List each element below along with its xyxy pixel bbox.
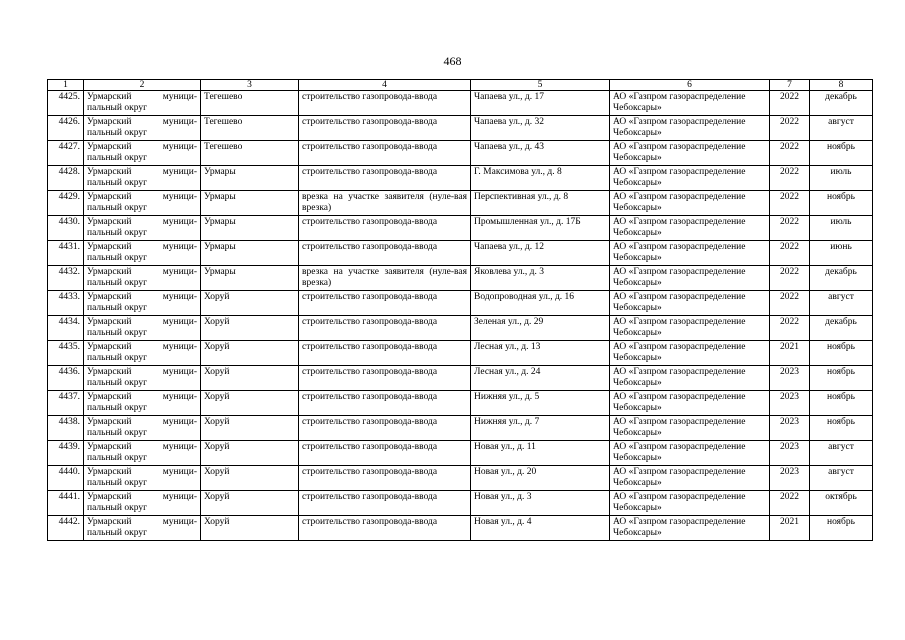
row-number-cell: 4438. bbox=[48, 416, 84, 441]
address-cell: Промышленная ул., д. 17Б bbox=[471, 216, 610, 241]
organization-cell: АО «Газпром газораспределение Чебоксары» bbox=[610, 216, 770, 241]
table-row bbox=[48, 416, 873, 441]
month-cell: ноябрь bbox=[810, 191, 873, 216]
district-cell: Урмарский муници-пальный округ bbox=[84, 466, 201, 491]
organization-cell: АО «Газпром газораспределение Чебоксары» bbox=[610, 366, 770, 391]
table-row bbox=[48, 466, 873, 491]
settlement-cell: Тегешево bbox=[201, 91, 299, 116]
work-type-cell: врезка на участке заявителя (нуле-вая врезка) bbox=[299, 191, 471, 216]
column-header-1: 1 bbox=[48, 80, 84, 91]
year-cell: 2023 bbox=[770, 416, 810, 441]
settlement-cell: Хоруй bbox=[201, 316, 299, 341]
table-row bbox=[48, 391, 873, 416]
year-cell: 2021 bbox=[770, 341, 810, 366]
work-type-cell: строительство газопровода-ввода bbox=[299, 291, 471, 316]
address-cell: Зеленая ул., д. 29 bbox=[471, 316, 610, 341]
year-cell: 2021 bbox=[770, 516, 810, 541]
district-cell: Урмарский муници-пальный округ bbox=[84, 491, 201, 516]
row-number-cell: 4430. bbox=[48, 216, 84, 241]
district-cell: Урмарский муници-пальный округ bbox=[84, 91, 201, 116]
district-cell: Урмарский муници-пальный округ bbox=[84, 216, 201, 241]
work-type-cell: строительство газопровода-ввода bbox=[299, 91, 471, 116]
organization-cell: АО «Газпром газораспределение Чебоксары» bbox=[610, 441, 770, 466]
work-type-cell: строительство газопровода-ввода bbox=[299, 516, 471, 541]
month-cell: август bbox=[810, 291, 873, 316]
settlement-cell: Урмары bbox=[201, 166, 299, 191]
settlement-cell: Урмары bbox=[201, 266, 299, 291]
month-cell: август bbox=[810, 466, 873, 491]
work-type-cell: строительство газопровода-ввода bbox=[299, 116, 471, 141]
organization-cell: АО «Газпром газораспределение Чебоксары» bbox=[610, 241, 770, 266]
district-cell: Урмарский муници-пальный округ bbox=[84, 441, 201, 466]
settlement-cell: Хоруй bbox=[201, 466, 299, 491]
table-row bbox=[48, 366, 873, 391]
settlement-cell: Тегешево bbox=[201, 116, 299, 141]
address-cell: Нижняя ул., д. 5 bbox=[471, 391, 610, 416]
work-type-cell: строительство газопровода-ввода bbox=[299, 316, 471, 341]
address-cell: Лесная ул., д. 13 bbox=[471, 341, 610, 366]
column-header-8: 8 bbox=[810, 80, 873, 91]
organization-cell: АО «Газпром газораспределение Чебоксары» bbox=[610, 91, 770, 116]
address-cell: Нижняя ул., д. 7 bbox=[471, 416, 610, 441]
table-row bbox=[48, 441, 873, 466]
row-number-cell: 4435. bbox=[48, 341, 84, 366]
district-cell: Урмарский муници-пальный округ bbox=[84, 241, 201, 266]
address-cell: Г. Максимова ул., д. 8 bbox=[471, 166, 610, 191]
organization-cell: АО «Газпром газораспределение Чебоксары» bbox=[610, 466, 770, 491]
row-number-cell: 4441. bbox=[48, 491, 84, 516]
row-number-cell: 4440. bbox=[48, 466, 84, 491]
year-cell: 2023 bbox=[770, 391, 810, 416]
district-cell: Урмарский муници-пальный округ bbox=[84, 291, 201, 316]
address-cell: Яковлева ул., д. 3 bbox=[471, 266, 610, 291]
address-cell: Новая ул., д. 3 bbox=[471, 491, 610, 516]
organization-cell: АО «Газпром газораспределение Чебоксары» bbox=[610, 516, 770, 541]
address-cell: Новая ул., д. 4 bbox=[471, 516, 610, 541]
month-cell: ноябрь bbox=[810, 391, 873, 416]
table-row bbox=[48, 516, 873, 541]
table-row bbox=[48, 141, 873, 166]
organization-cell: АО «Газпром газораспределение Чебоксары» bbox=[610, 291, 770, 316]
table-row bbox=[48, 341, 873, 366]
row-number-cell: 4432. bbox=[48, 266, 84, 291]
work-type-cell: строительство газопровода-ввода bbox=[299, 466, 471, 491]
month-cell: декабрь bbox=[810, 91, 873, 116]
district-cell: Урмарский муници-пальный округ bbox=[84, 141, 201, 166]
year-cell: 2022 bbox=[770, 491, 810, 516]
month-cell: ноябрь bbox=[810, 366, 873, 391]
month-cell: октябрь bbox=[810, 491, 873, 516]
row-number-cell: 4426. bbox=[48, 116, 84, 141]
table-row bbox=[48, 91, 873, 116]
row-number-cell: 4431. bbox=[48, 241, 84, 266]
row-number-cell: 4425. bbox=[48, 91, 84, 116]
year-cell: 2022 bbox=[770, 241, 810, 266]
organization-cell: АО «Газпром газораспределение Чебоксары» bbox=[610, 491, 770, 516]
month-cell: декабрь bbox=[810, 266, 873, 291]
table-row bbox=[48, 316, 873, 341]
address-cell: Чапаева ул., д. 17 bbox=[471, 91, 610, 116]
year-cell: 2022 bbox=[770, 191, 810, 216]
table-row bbox=[48, 241, 873, 266]
row-number-cell: 4429. bbox=[48, 191, 84, 216]
settlement-cell: Хоруй bbox=[201, 366, 299, 391]
row-number-cell: 4434. bbox=[48, 316, 84, 341]
year-cell: 2022 bbox=[770, 266, 810, 291]
month-cell: ноябрь bbox=[810, 341, 873, 366]
district-cell: Урмарский муници-пальный округ bbox=[84, 416, 201, 441]
settlement-cell: Тегешево bbox=[201, 141, 299, 166]
month-cell: июль bbox=[810, 216, 873, 241]
row-number-cell: 4427. bbox=[48, 141, 84, 166]
address-cell: Чапаева ул., д. 12 bbox=[471, 241, 610, 266]
year-cell: 2022 bbox=[770, 166, 810, 191]
row-number-cell: 4442. bbox=[48, 516, 84, 541]
column-header-6: 6 bbox=[610, 80, 770, 91]
month-cell: ноябрь bbox=[810, 141, 873, 166]
column-header-4: 4 bbox=[299, 80, 471, 91]
organization-cell: АО «Газпром газораспределение Чебоксары» bbox=[610, 341, 770, 366]
month-cell: август bbox=[810, 116, 873, 141]
address-cell: Чапаева ул., д. 32 bbox=[471, 116, 610, 141]
district-cell: Урмарский муници-пальный округ bbox=[84, 516, 201, 541]
month-cell: ноябрь bbox=[810, 516, 873, 541]
address-cell: Новая ул., д. 11 bbox=[471, 441, 610, 466]
organization-cell: АО «Газпром газораспределение Чебоксары» bbox=[610, 141, 770, 166]
settlement-cell: Хоруй bbox=[201, 491, 299, 516]
settlement-cell: Урмары bbox=[201, 241, 299, 266]
district-cell: Урмарский муници-пальный округ bbox=[84, 316, 201, 341]
work-type-cell: строительство газопровода-ввода bbox=[299, 416, 471, 441]
column-header-7: 7 bbox=[770, 80, 810, 91]
month-cell: декабрь bbox=[810, 316, 873, 341]
year-cell: 2023 bbox=[770, 366, 810, 391]
settlement-cell: Хоруй bbox=[201, 516, 299, 541]
year-cell: 2023 bbox=[770, 466, 810, 491]
district-cell: Урмарский муници-пальный округ bbox=[84, 166, 201, 191]
table-body bbox=[48, 91, 873, 541]
organization-cell: АО «Газпром газораспределение Чебоксары» bbox=[610, 416, 770, 441]
organization-cell: АО «Газпром газораспределение Чебоксары» bbox=[610, 166, 770, 191]
work-type-cell: строительство газопровода-ввода bbox=[299, 341, 471, 366]
table-row bbox=[48, 116, 873, 141]
work-type-cell: строительство газопровода-ввода bbox=[299, 166, 471, 191]
settlement-cell: Хоруй bbox=[201, 291, 299, 316]
work-type-cell: строительство газопровода-ввода bbox=[299, 141, 471, 166]
column-header-3: 3 bbox=[201, 80, 299, 91]
district-cell: Урмарский муници-пальный округ bbox=[84, 266, 201, 291]
gas-connection-table bbox=[47, 79, 873, 541]
work-type-cell: строительство газопровода-ввода bbox=[299, 491, 471, 516]
month-cell: июль bbox=[810, 166, 873, 191]
district-cell: Урмарский муници-пальный округ bbox=[84, 341, 201, 366]
organization-cell: АО «Газпром газораспределение Чебоксары» bbox=[610, 191, 770, 216]
month-cell: июнь bbox=[810, 241, 873, 266]
year-cell: 2023 bbox=[770, 441, 810, 466]
settlement-cell: Урмары bbox=[201, 216, 299, 241]
work-type-cell: строительство газопровода-ввода bbox=[299, 391, 471, 416]
row-number-cell: 4433. bbox=[48, 291, 84, 316]
year-cell: 2022 bbox=[770, 216, 810, 241]
work-type-cell: врезка на участке заявителя (нуле-вая врезка) bbox=[299, 266, 471, 291]
row-number-cell: 4437. bbox=[48, 391, 84, 416]
address-cell: Перспективная ул., д. 8 bbox=[471, 191, 610, 216]
organization-cell: АО «Газпром газораспределение Чебоксары» bbox=[610, 316, 770, 341]
year-cell: 2022 bbox=[770, 316, 810, 341]
settlement-cell: Урмары bbox=[201, 191, 299, 216]
month-cell: ноябрь bbox=[810, 416, 873, 441]
year-cell: 2022 bbox=[770, 291, 810, 316]
table-header-row bbox=[48, 80, 873, 91]
row-number-cell: 4436. bbox=[48, 366, 84, 391]
district-cell: Урмарский муници-пальный округ bbox=[84, 116, 201, 141]
work-type-cell: строительство газопровода-ввода bbox=[299, 216, 471, 241]
page-number: 468 bbox=[443, 54, 462, 68]
district-cell: Урмарский муници-пальный округ bbox=[84, 366, 201, 391]
settlement-cell: Хоруй bbox=[201, 341, 299, 366]
year-cell: 2022 bbox=[770, 141, 810, 166]
table-row bbox=[48, 166, 873, 191]
column-header-5: 5 bbox=[471, 80, 610, 91]
district-cell: Урмарский муници-пальный округ bbox=[84, 191, 201, 216]
settlement-cell: Хоруй bbox=[201, 391, 299, 416]
organization-cell: АО «Газпром газораспределение Чебоксары» bbox=[610, 391, 770, 416]
row-number-cell: 4428. bbox=[48, 166, 84, 191]
work-type-cell: строительство газопровода-ввода bbox=[299, 241, 471, 266]
table-row bbox=[48, 491, 873, 516]
work-type-cell: строительство газопровода-ввода bbox=[299, 441, 471, 466]
table-row bbox=[48, 266, 873, 291]
column-header-2: 2 bbox=[84, 80, 201, 91]
table-row bbox=[48, 191, 873, 216]
address-cell: Чапаева ул., д. 43 bbox=[471, 141, 610, 166]
settlement-cell: Хоруй bbox=[201, 441, 299, 466]
organization-cell: АО «Газпром газораспределение Чебоксары» bbox=[610, 266, 770, 291]
year-cell: 2022 bbox=[770, 116, 810, 141]
district-cell: Урмарский муници-пальный округ bbox=[84, 391, 201, 416]
month-cell: август bbox=[810, 441, 873, 466]
table-row bbox=[48, 216, 873, 241]
address-cell: Лесная ул., д. 24 bbox=[471, 366, 610, 391]
year-cell: 2022 bbox=[770, 91, 810, 116]
table-row bbox=[48, 291, 873, 316]
settlement-cell: Хоруй bbox=[201, 416, 299, 441]
row-number-cell: 4439. bbox=[48, 441, 84, 466]
work-type-cell: строительство газопровода-ввода bbox=[299, 366, 471, 391]
address-cell: Новая ул., д. 20 bbox=[471, 466, 610, 491]
organization-cell: АО «Газпром газораспределение Чебоксары» bbox=[610, 116, 770, 141]
address-cell: Водопроводная ул., д. 16 bbox=[471, 291, 610, 316]
